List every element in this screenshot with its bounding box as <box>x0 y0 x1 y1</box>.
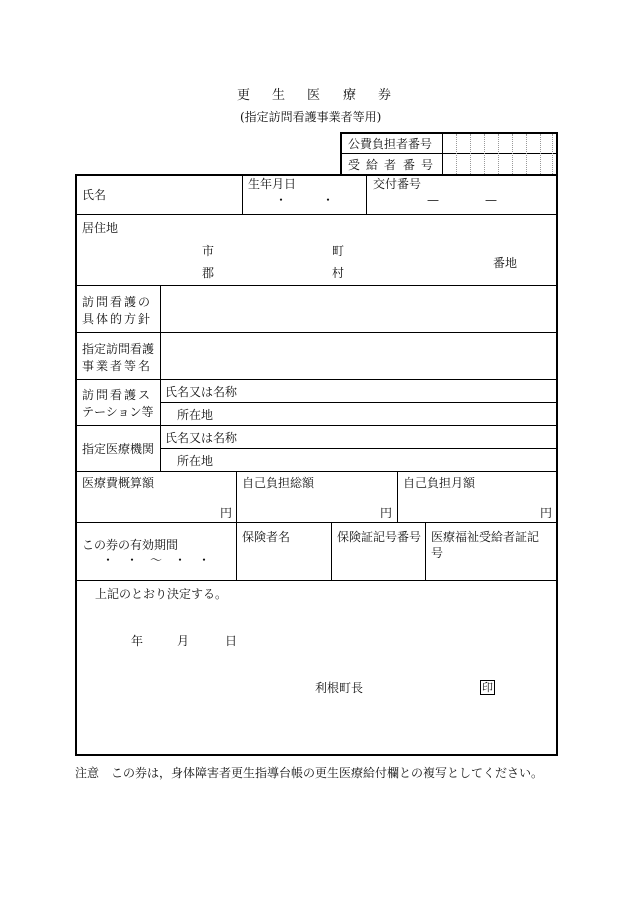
yen-unit: 円 <box>220 506 233 520</box>
yen-unit: 円 <box>380 506 393 520</box>
recipient-label-char: 給 <box>366 158 379 172</box>
provider-label: 事業者等名 <box>82 359 153 373</box>
recipient-label-char: 番 <box>403 158 416 172</box>
validity-period-label: この券の有効期間 <box>82 538 179 552</box>
decision-text: 上記のとおり決定する。 <box>95 587 228 601</box>
cost-estimate-label: 医療費概算額 <box>82 476 155 490</box>
title-char: 生 <box>272 88 286 103</box>
recipient-label-char: 号 <box>421 158 434 172</box>
seal-mark: 印 <box>482 681 493 694</box>
recipient-label-char: 受 <box>348 158 361 172</box>
date-day: 日 <box>225 634 238 648</box>
form-subtitle: (指定訪問看護事業者等用) <box>240 110 382 124</box>
validity-mark: ・ <box>198 553 211 567</box>
birthdate-separator: ・ <box>322 193 335 207</box>
address-lot: 番地 <box>493 256 518 270</box>
welfare-cert-label: 医療福祉受給者証記 <box>431 530 540 544</box>
main-form-table <box>75 174 558 756</box>
yen-unit: 円 <box>540 506 553 520</box>
issue-number-label: 交付番号 <box>373 177 422 191</box>
name-label: 氏名 <box>82 188 107 202</box>
validity-mark: ・ <box>102 553 115 567</box>
address-town: 町 <box>332 244 345 258</box>
title-char: 療 <box>343 88 357 103</box>
validity-mark: 〜 <box>150 553 163 567</box>
issue-number-dash: — <box>427 193 439 207</box>
station-name-label: 氏名又は名称 <box>165 385 238 399</box>
date-year: 年 <box>131 634 144 648</box>
station-label: テーション等 <box>82 405 154 419</box>
address-county: 郡 <box>202 266 215 280</box>
medical-address-label: 所在地 <box>177 454 214 468</box>
welfare-cert-label: 号 <box>431 546 444 560</box>
provider-label: 指定訪問看護 <box>82 342 155 356</box>
address-label: 居住地 <box>82 221 119 235</box>
self-monthly-label: 自己負担月額 <box>403 476 476 490</box>
recipient-label-char: 者 <box>384 158 397 172</box>
self-total-label: 自己負担総額 <box>242 476 315 490</box>
nursing-policy-label: 訪問看護の <box>82 295 153 309</box>
issue-number-dash: — <box>485 193 497 207</box>
footer-note: 注意 この券は，身体障害者更生指導台帳の更生医療給付欄との複写としてください。 <box>75 766 544 780</box>
title-char: 券 <box>378 88 392 103</box>
station-label: 訪問看護ス <box>82 388 153 402</box>
validity-mark: ・ <box>126 553 139 567</box>
medical-name-label: 氏名又は名称 <box>165 431 238 445</box>
address-city: 市 <box>202 244 215 258</box>
public-payer-number-label: 公費負担者番号 <box>348 137 433 151</box>
insurer-name-label: 保険者名 <box>242 530 291 544</box>
birthdate-label: 生年月日 <box>248 177 297 191</box>
date-month: 月 <box>177 634 190 648</box>
nursing-policy-label: 具体的方針 <box>82 312 153 326</box>
address-village: 村 <box>332 266 345 280</box>
title-char: 医 <box>307 88 321 103</box>
medical-institution-label: 指定医療機関 <box>82 442 155 456</box>
validity-mark: ・ <box>174 553 187 567</box>
issuer-name: 利根町長 <box>315 681 364 695</box>
insurance-cert-label: 保険証記号番号 <box>337 530 422 544</box>
birthdate-separator: ・ <box>275 193 288 207</box>
title-char: 更 <box>237 88 251 103</box>
station-address-label: 所在地 <box>177 408 214 422</box>
